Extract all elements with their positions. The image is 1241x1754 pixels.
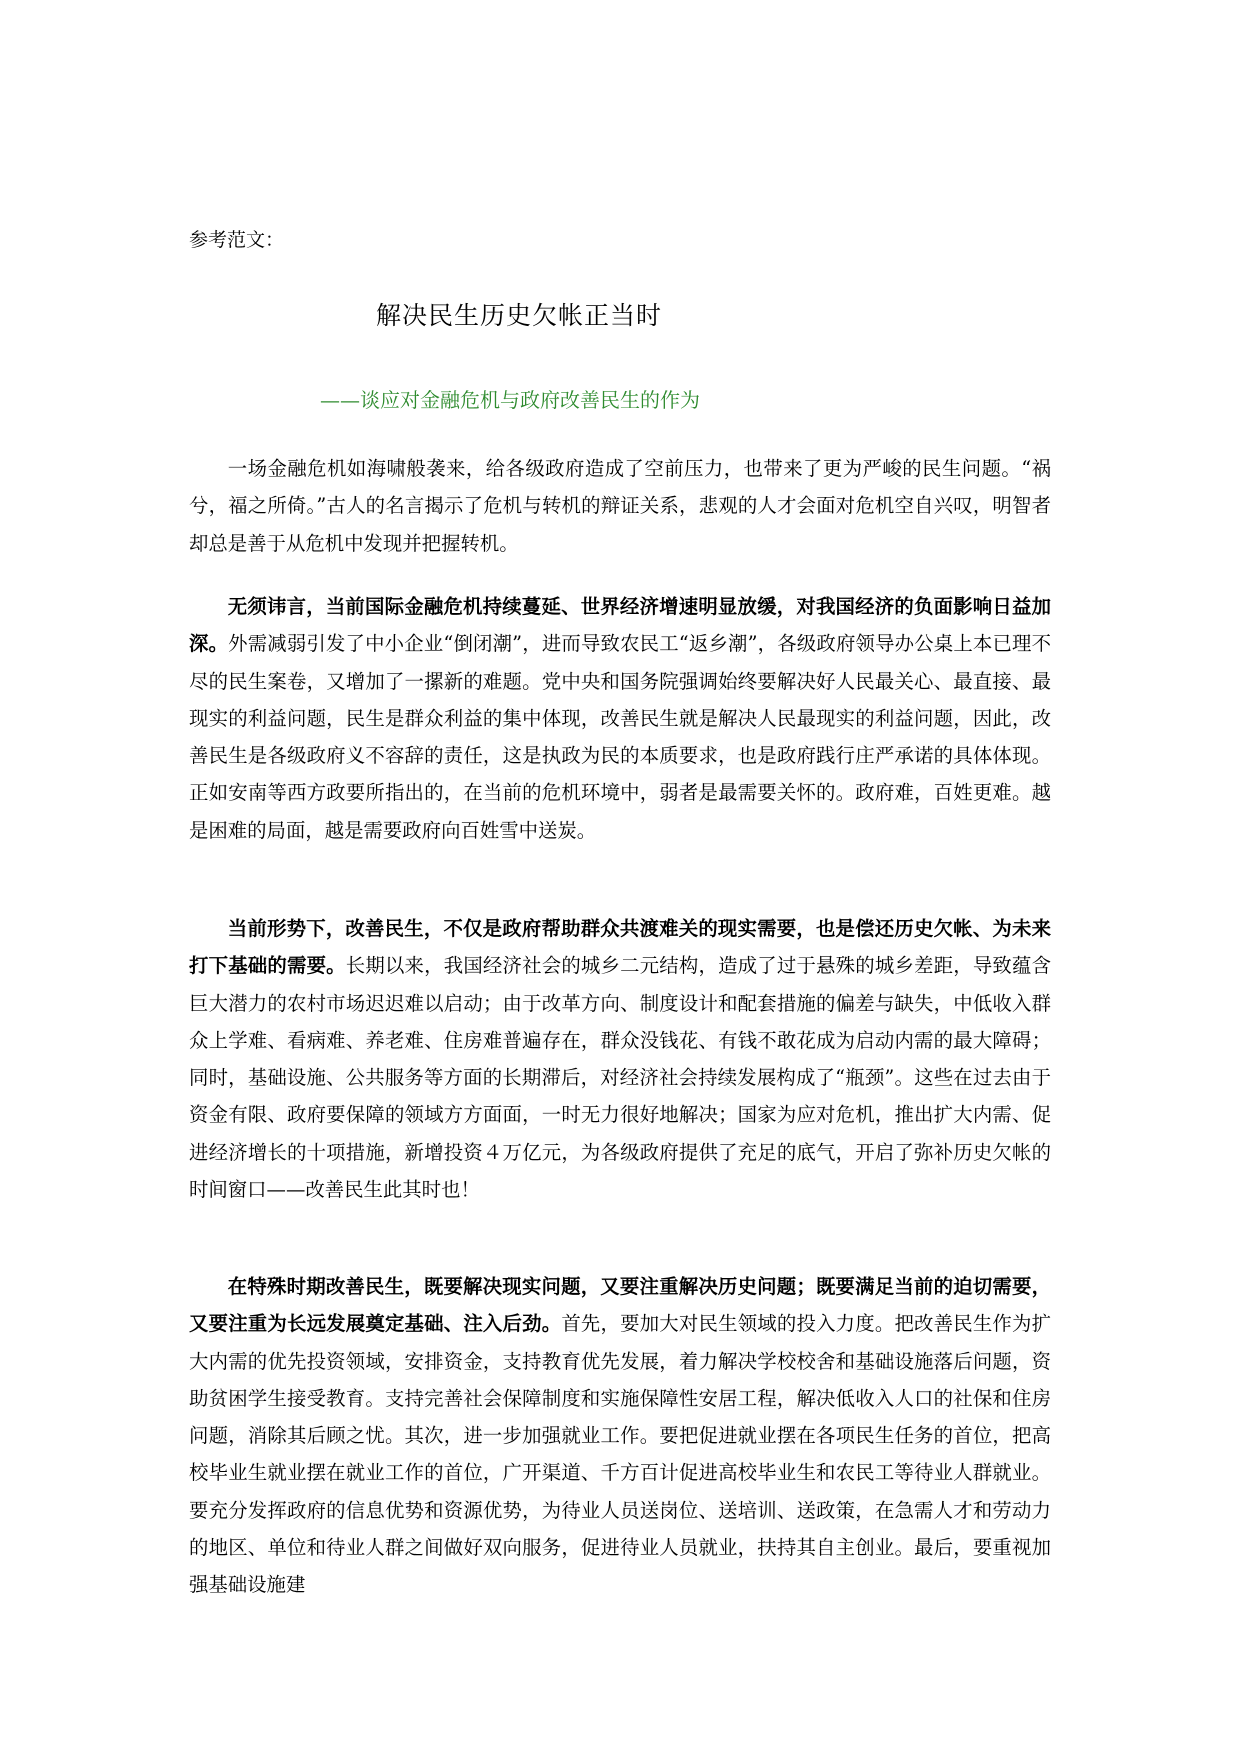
document-subtitle: ——谈应对金融危机与政府改善民生的作为 — [320, 388, 700, 412]
paragraph-historical-debt — [189, 910, 1051, 1208]
paragraph-body: 长期以来，我国经济社会的城乡二元结构，造成了过于悬殊的城乡差距，导致蕴含巨大潜力的农村市场迟迟难以启动；由于改革方向、制度设计和配套措施的偏差与缺失，中低收入群众上学难、看病难、养老难、住房难普遍存在，群众没钱花、有钱不敢花成为启动内需的最大障碍；同时，基础设施、公共服务等方面的长期滞后，对经济社会持续发展构成了“瓶颈”。这些在过去由于资金有限、政府要保障的领域方方面面，一时无力很好地解决；国家为应对危机，推出扩大内需、促进经济增长的十项措施，新增投资４万亿元，为各级政府提供了充足的底气，开启了弥补历史欠帐的时间窗口——改善民生此其时也！ — [189, 954, 1051, 1202]
paragraph-crisis-impact — [189, 588, 1051, 849]
paragraph-lead: 在特殊时期改善民生，既要解决现实问题，又要注重解决历史问题；既要满足当前的迫切需要，又要注重为长远发展奠定基础、注入后劲。 — [189, 1275, 1051, 1336]
paragraph-lead: 无须讳言，当前国际金融危机持续蔓延、世界经济增速明显放缓，对我国经济的负面影响日益加深。 — [189, 595, 1051, 656]
paragraph-intro — [189, 450, 1051, 562]
paragraph-body: 首先，要加大对民生领域的投入力度。把改善民生作为扩大内需的优先投资领域，安排资金，支持教育优先发展，着力解决学校校舍和基础设施落后问题，资助贫困学生接受教育。支持完善社会保障制度和实施保障性安居工程，解决低收入人口的社保和住房问题，消除其后顾之忧。其次，进一步加强就业工作。要把促进就业摆在各项民生任务的首位，把高校毕业生就业摆在就业工作的首位，广开渠道、千方百计促进高校毕业生和农民工等待业人群就业。要充分发挥政府的信息优势和资源优势，为待业人员送岗位、送培训、送政策，在急需人才和劳动力的地区、单位和待业人群之间做好双向服务，促进待业人员就业，扶持其自主创业。最后，要重视加强基础设施建 — [189, 1312, 1052, 1597]
document-title: 解决民生历史欠帐正当时 — [376, 301, 663, 330]
paragraph-measures — [189, 1268, 1051, 1604]
reference-label: 参考范文： — [189, 229, 285, 251]
paragraph-body: 一场金融危机如海啸般袭来，给各级政府造成了空前压力，也带来了更为严峻的民生问题。“祸兮，福之所倚。”古人的名言揭示了危机与转机的辩证关系，悲观的人才会面对危机空自兴叹，明智者却总是善于从危机中发现并把握转机。 — [189, 457, 1051, 555]
paragraph-lead: 当前形势下，改善民生，不仅是政府帮助群众共渡难关的现实需要，也是偿还历史欠帐、为未来打下基础的需要。 — [189, 917, 1051, 978]
paragraph-body: 外需减弱引发了中小企业“倒闭潮”，进而导致农民工“返乡潮”，各级政府领导办公桌上本已理不尽的民生案卷，又增加了一摞新的难题。党中央和国务院强调始终要解决好人民最关心、最直接、最现实的利益问题，民生是群众利益的集中体现，改善民生就是解决人民最现实的利益问题，因此，改善民生是各级政府义不容辞的责任，这是执政为民的本质要求，也是政府践行庄严承诺的具体体现。正如安南等西方政要所指出的，在当前的危机环境中，弱者是最需要关怀的。政府难，百姓更难。越是困难的局面，越是需要政府向百姓雪中送炭。 — [189, 632, 1052, 842]
